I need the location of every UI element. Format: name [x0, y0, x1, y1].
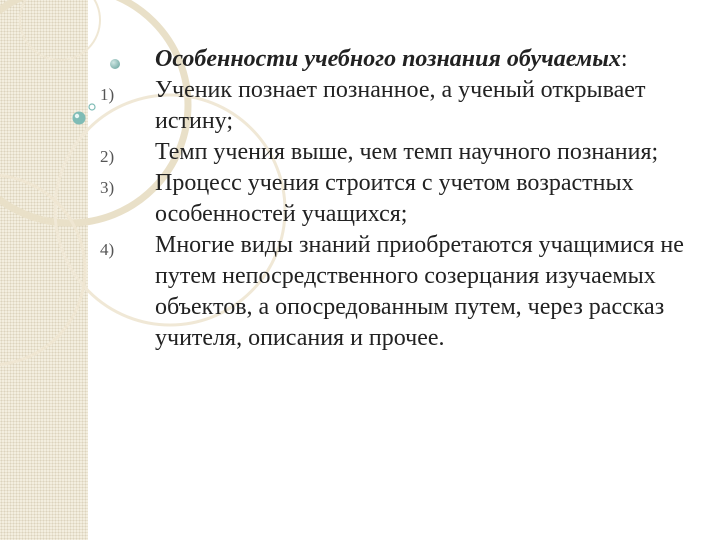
list-item — [100, 230, 700, 354]
list-item — [100, 75, 700, 137]
bullet-icon — [110, 59, 120, 69]
small-ring-icon — [89, 104, 95, 110]
list-item-text: Темп учения выше, чем темп научного познания; — [155, 139, 659, 165]
bullet-marker — [100, 44, 155, 74]
decorative-band — [0, 0, 88, 540]
list-marker: 4) — [100, 240, 115, 259]
slide-content — [100, 44, 700, 354]
list-item-text: Ученик познает познанное, а ученый открывает истину; — [155, 77, 646, 134]
slide-heading — [155, 44, 700, 75]
list-item — [100, 137, 700, 168]
list-marker: 1) — [100, 85, 115, 104]
list-marker: 3) — [100, 178, 115, 197]
list-item-text: Процесс учения строится с учетом возрастных особенностей учащихся; — [155, 170, 634, 227]
heading-colon: : — [620, 46, 628, 72]
list-item-text: Многие виды знаний приобретаются учащимися не путем непосредственного созерцания изучаемых объектов, а опосредованным путем, через рассказ учителя, описания и прочее. — [155, 232, 684, 351]
list-item — [100, 168, 700, 230]
list-marker: 2) — [100, 147, 115, 166]
heading-text: Особенности учебного познания обучаемых — [155, 46, 621, 72]
heading-item — [100, 44, 700, 75]
